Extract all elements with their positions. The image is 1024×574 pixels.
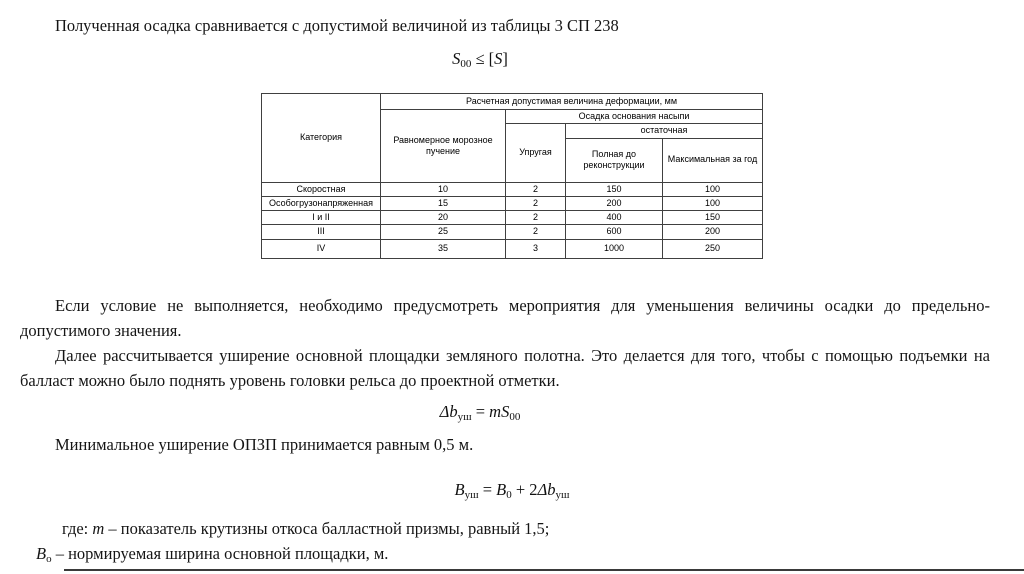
formula-token: ≤ [ bbox=[471, 49, 495, 68]
table-cell: 2 bbox=[506, 196, 566, 210]
formula-token: 00 bbox=[509, 410, 521, 423]
table-cell: 150 bbox=[663, 211, 763, 225]
table-row bbox=[262, 196, 763, 210]
where-token: B bbox=[36, 543, 47, 563]
formula-token: Δb bbox=[537, 479, 556, 499]
table-cell: 10 bbox=[381, 182, 506, 196]
formula-token: mS bbox=[489, 401, 510, 421]
where-clause-m bbox=[62, 516, 1024, 541]
formula-token: 00 bbox=[460, 58, 472, 70]
where-token: о bbox=[46, 552, 52, 565]
table-cell: 200 bbox=[566, 196, 663, 210]
table-cell: 600 bbox=[566, 225, 663, 239]
deformation-table bbox=[261, 93, 763, 259]
paragraph-intro: Полученная осадка сравнивается с допустимой величиной из таблицы 3 СП 238 bbox=[55, 16, 619, 35]
where-token: – показатель крутизны откоса балластной призмы, равный 1,5; bbox=[104, 518, 550, 538]
table-header-residual-group: остаточная bbox=[566, 124, 763, 138]
table-row bbox=[262, 211, 763, 225]
table-cell: 2 bbox=[506, 225, 566, 239]
footer-divider-line bbox=[64, 569, 1024, 571]
table-header-full-before-reconstruction: Полная до реконструкции bbox=[566, 138, 663, 182]
formula-token: ] bbox=[502, 49, 508, 68]
table-cell-category: I и II bbox=[262, 211, 381, 225]
formula-token: S bbox=[494, 49, 503, 68]
table-header-elastic: Упругая bbox=[506, 124, 566, 182]
table-cell: 100 bbox=[663, 196, 763, 210]
table-cell: 200 bbox=[663, 225, 763, 239]
table-cell-category: Особогрузонапряженная bbox=[262, 196, 381, 210]
paragraph-condition-fail: Если условие не выполняется, необходимо предусмотреть мероприятия для уменьшения величины осадки до предельно-допустимого значения. bbox=[20, 295, 990, 340]
where-clause-b0 bbox=[36, 541, 1024, 572]
table-header-category: Категория bbox=[262, 94, 381, 183]
table-cell-category: III bbox=[262, 225, 381, 239]
formula-token: 0 bbox=[506, 488, 512, 501]
formula-token: + 2 bbox=[511, 479, 538, 499]
table-header-max-per-year: Максимальная за год bbox=[663, 138, 763, 182]
table-header-main-group: Расчетная допустимая величина деформации, мм bbox=[381, 94, 763, 110]
where-token: m bbox=[92, 518, 105, 538]
table-cell-category: IV bbox=[262, 239, 381, 258]
formula-delta-b bbox=[0, 399, 1024, 430]
table-row bbox=[262, 225, 763, 239]
table-header-settlement-group: Осадка основания насыпи bbox=[506, 110, 763, 124]
table-cell: 100 bbox=[663, 182, 763, 196]
formula-token: уш bbox=[464, 488, 479, 501]
formula-b-width bbox=[0, 477, 1024, 508]
table-cell: 3 bbox=[506, 239, 566, 258]
table-cell-category: Скоростная bbox=[262, 182, 381, 196]
formula-token: уш bbox=[555, 488, 570, 501]
formula-token: B bbox=[454, 479, 465, 499]
table-header-frost-heave: Равномерное морозное пучение bbox=[381, 110, 506, 183]
table-cell: 1000 bbox=[566, 239, 663, 258]
formula-token: = bbox=[478, 479, 497, 499]
table-row bbox=[262, 239, 763, 258]
table-cell: 2 bbox=[506, 182, 566, 196]
table-cell: 15 bbox=[381, 196, 506, 210]
paragraph-min-widening: Минимальное уширение ОПЗП принимается равным 0,5 м. bbox=[55, 434, 474, 454]
formula-token: S bbox=[452, 49, 461, 68]
formula-token: = bbox=[471, 401, 490, 421]
table-cell: 35 bbox=[381, 239, 506, 258]
where-token: где: bbox=[62, 518, 93, 538]
table-cell: 150 bbox=[566, 182, 663, 196]
table-row bbox=[262, 182, 763, 196]
formula-token: B bbox=[496, 479, 507, 499]
where-token: – нормируемая ширина основной площадки, м. bbox=[51, 543, 389, 563]
table-cell: 20 bbox=[381, 211, 506, 225]
formula-token: Δb bbox=[439, 401, 458, 421]
formula-settlement-condition bbox=[0, 46, 1024, 77]
table-cell: 25 bbox=[381, 225, 506, 239]
formula-token: уш bbox=[457, 410, 472, 423]
table-cell: 400 bbox=[566, 211, 663, 225]
table-cell: 2 bbox=[506, 211, 566, 225]
table-cell: 250 bbox=[663, 239, 763, 258]
paragraph-widening: Далее рассчитывается уширение основной площадки земляного полотна. Это делается для того, чтобы с помощью подъемки на балласт можно было поднять уровень головки рельса до проектной отметки. bbox=[20, 345, 990, 390]
